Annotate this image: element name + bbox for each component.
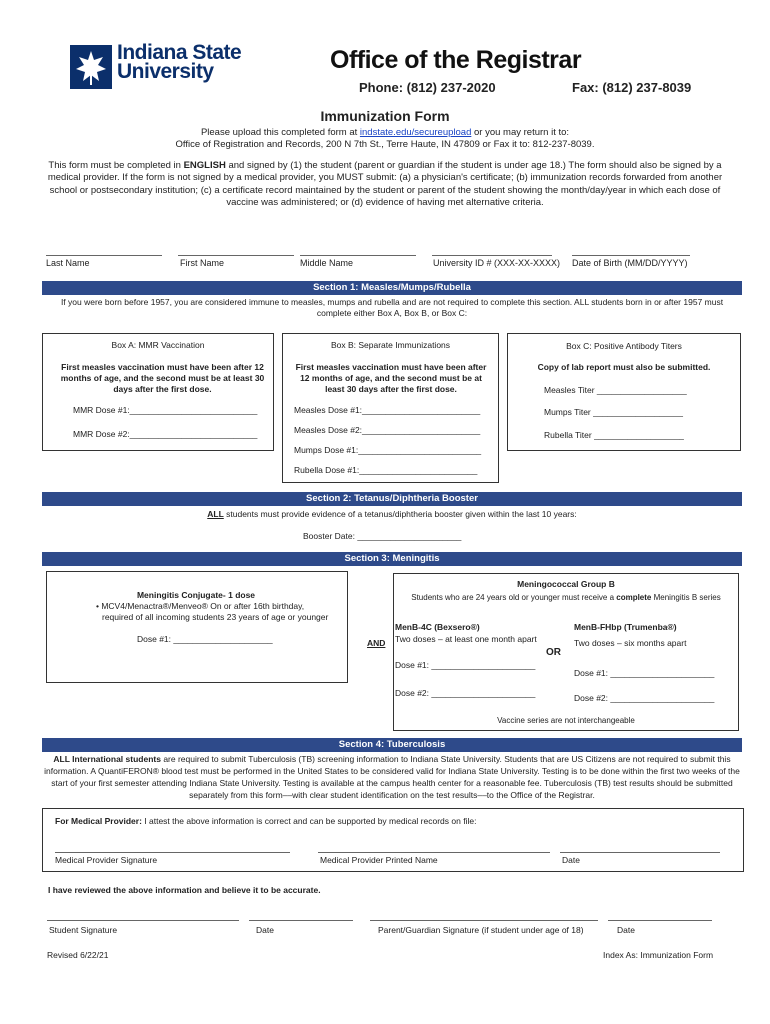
group-b-title bbox=[393, 579, 739, 590]
mmr-dose1-field[interactable]: MMR Dose #1:___________________________ bbox=[73, 405, 258, 415]
section2-note-text: students must provide evidence of a tetanus/diphtheria booster given within the last 10 years: bbox=[223, 509, 577, 519]
revised-date: Revised 6/22/21 bbox=[47, 950, 109, 960]
trumenba-note: Two doses – six months apart bbox=[574, 638, 687, 648]
upload-instructions bbox=[0, 127, 770, 151]
parent-date-label: Date bbox=[617, 925, 635, 935]
measles-dose1-field[interactable]: Measles Dose #1:_________________________ bbox=[294, 405, 481, 415]
box-a-title: Box A: MMR Vaccination bbox=[111, 340, 205, 350]
provider-text: I attest the above information is correct and can be supported by medical records on file: bbox=[141, 816, 477, 826]
upload-link[interactable]: indstate.edu/secureupload bbox=[359, 127, 472, 138]
conjugate-note: required of all incoming students 23 years of age or younger bbox=[102, 612, 329, 622]
intro-english: ENGLISH bbox=[183, 160, 226, 171]
return-address: Office of Registration and Records, 200 N 7th St., Terre Haute, IN 47809 or Fax it to: 812-237-8039. bbox=[175, 139, 595, 150]
trumenba-dose1-field[interactable]: Dose #1: ______________________ bbox=[574, 668, 715, 678]
meningitis-conjugate-box bbox=[46, 571, 348, 683]
section4-body: are required to submit Tuberculosis (TB) screening information to Indiana State University. Students that are US Citizens are not required to submit this information. A QuantiFERON® blood test must be performed in the United States to be considered valid for Indiana State University. Testing is to be done within the first two weeks of the start of your first semester attending Indiana State University. Testing is available at the campus health center for a reasonable fee. Tuberculosis (TB) test results should be submitted separately from this form––with clear student identification on the test results––to the Office of the Registrar. bbox=[44, 754, 740, 800]
group-b-complete: complete bbox=[616, 593, 652, 602]
phone-number: Phone: (812) 237-2020 bbox=[359, 80, 496, 95]
intro-part2: and signed by (1) the student (parent or guardian if the student is under age 18.) The form should also be signed by a medical provider. If the form is not signed by a medical provider, you MUST submit: (a) a physician's certificate; (b) immunization records forwarded from another school or postsecondary institution; (c) a certificate record maintained by the student or parent of the student showing the month/day/year in which each dose of vaccine was administered; or (d) evidence of having met alternative criteria. bbox=[47, 160, 723, 209]
university-logo-icon bbox=[70, 45, 112, 89]
group-b-note-before: Students who are 24 years old or younger must receive a bbox=[411, 593, 617, 602]
parent-date-line[interactable] bbox=[608, 920, 712, 921]
measles-dose2-field[interactable]: Measles Dose #2:_________________________ bbox=[294, 425, 481, 435]
conjugate-bullet: • MCV4/Menactra®/Menveo® On or after 16th birthday, bbox=[96, 601, 305, 611]
office-title: Office of the Registrar bbox=[330, 46, 582, 74]
provider-lead: For Medical Provider: bbox=[55, 816, 142, 826]
index-label: Index As: Immunization Form bbox=[603, 950, 714, 960]
student-signature-line[interactable] bbox=[47, 920, 239, 921]
section4-lead: ALL International students bbox=[53, 754, 161, 764]
dob-label: Date of Birth (MM/DD/YYYY) bbox=[572, 258, 688, 268]
section2-all: ALL bbox=[207, 509, 224, 519]
section2-note bbox=[42, 509, 742, 520]
conjugate-title: Meningitis Conjugate- 1 dose bbox=[136, 590, 256, 600]
section1-header: Section 1: Measles/Mumps/Rubella bbox=[42, 281, 742, 295]
box-b-instruction: First measles vaccination must have been after 12 months of age, and the second must be at least 30 days after the first dose. bbox=[295, 362, 487, 394]
university-name-line2: University bbox=[117, 60, 214, 83]
not-interchangeable-note: Vaccine series are not interchangeable bbox=[497, 716, 635, 725]
last-name-label: Last Name bbox=[46, 258, 90, 268]
dob-line[interactable] bbox=[572, 255, 690, 256]
provider-name-label: Medical Provider Printed Name bbox=[320, 855, 438, 865]
bexsero-dose2-field[interactable]: Dose #2: ______________________ bbox=[395, 688, 536, 698]
bexsero-dose1-field[interactable]: Dose #1: ______________________ bbox=[395, 660, 536, 670]
bexsero-title: MenB-4C (Bexsero®) bbox=[395, 622, 480, 632]
box-c-title: Box C: Positive Antibody Titers bbox=[566, 341, 682, 351]
and-label: AND bbox=[367, 638, 386, 648]
provider-signature-line[interactable] bbox=[55, 852, 290, 853]
box-b-title: Box B: Separate Immunizations bbox=[330, 340, 451, 350]
first-name-line[interactable] bbox=[178, 255, 294, 256]
group-b-note bbox=[393, 592, 739, 603]
upload-text-before: Please upload this completed form at bbox=[200, 127, 360, 138]
university-id-label: University ID # (XXX-XX-XXXX) bbox=[433, 258, 561, 268]
booster-date-field[interactable]: Booster Date: ______________________ bbox=[303, 531, 462, 541]
mumps-titer-field[interactable]: Mumps Titer ___________________ bbox=[544, 407, 683, 417]
student-date-label: Date bbox=[256, 925, 274, 935]
provider-date-line[interactable] bbox=[560, 852, 720, 853]
intro-part1: This form must be completed in bbox=[48, 160, 184, 171]
parent-signature-line[interactable] bbox=[370, 920, 598, 921]
provider-name-line[interactable] bbox=[318, 852, 550, 853]
parent-signature-label: Parent/Guardian Signature (if student under age of 18) bbox=[378, 925, 584, 935]
rubella-dose1-field[interactable]: Rubella Dose #1:_________________________ bbox=[294, 465, 478, 475]
attest-text: I have reviewed the above information and believe it to be accurate. bbox=[48, 885, 321, 895]
provider-attest bbox=[55, 816, 476, 827]
trumenba-title: MenB-FHbp (Trumenba®) bbox=[574, 622, 677, 632]
section3-header: Section 3: Meningitis bbox=[42, 552, 742, 566]
box-a-instruction: First measles vaccination must have been after 12 months of age, and the second must be at least 30 days after the first dose. bbox=[60, 362, 265, 394]
first-name-label: First Name bbox=[180, 258, 225, 268]
trumenba-dose2-field[interactable]: Dose #2: ______________________ bbox=[574, 693, 715, 703]
intro-paragraph bbox=[42, 160, 728, 210]
middle-name-label: Middle Name bbox=[300, 258, 354, 268]
university-name bbox=[117, 43, 241, 81]
box-c-instruction: Copy of lab report must also be submitted. bbox=[537, 362, 711, 372]
fax-number: Fax: (812) 237-8039 bbox=[572, 80, 692, 95]
or-label: OR bbox=[546, 647, 561, 658]
university-name-line1: Indiana State bbox=[117, 41, 242, 64]
mmr-dose2-field[interactable]: MMR Dose #2:___________________________ bbox=[73, 429, 258, 439]
group-b-note-after: Meningitis B series bbox=[651, 593, 721, 602]
provider-date-label: Date bbox=[562, 855, 580, 865]
measles-titer-field[interactable]: Measles Titer ___________________ bbox=[544, 385, 687, 395]
middle-name-line[interactable] bbox=[300, 255, 416, 256]
student-date-line[interactable] bbox=[249, 920, 353, 921]
student-signature-label: Student Signature bbox=[49, 925, 118, 935]
form-title: Immunization Form bbox=[320, 108, 450, 124]
rubella-titer-field[interactable]: Rubella Titer ___________________ bbox=[544, 430, 684, 440]
section4-header: Section 4: Tuberculosis bbox=[42, 738, 742, 752]
mumps-dose1-field[interactable]: Mumps Dose #1:__________________________ bbox=[294, 445, 482, 455]
section4-text bbox=[44, 753, 740, 801]
bexsero-note: Two doses – at least one month apart bbox=[395, 634, 537, 644]
conjugate-dose1-field[interactable]: Dose #1: _____________________ bbox=[137, 634, 273, 644]
provider-signature-label: Medical Provider Signature bbox=[55, 855, 158, 865]
last-name-line[interactable] bbox=[46, 255, 162, 256]
university-id-line[interactable] bbox=[432, 255, 552, 256]
upload-text-after: or you may return it to: bbox=[471, 127, 570, 138]
section1-note: If you were born before 1957, you are considered immune to measles, mumps and rubella and are not required to complete this section. ALL students born in or after 1957 must complete either Box A, Box B, or Box C: bbox=[60, 297, 724, 318]
group-b-title-text: Meningococcal Group B bbox=[517, 579, 615, 589]
section2-header: Section 2: Tetanus/Diphtheria Booster bbox=[42, 492, 742, 506]
